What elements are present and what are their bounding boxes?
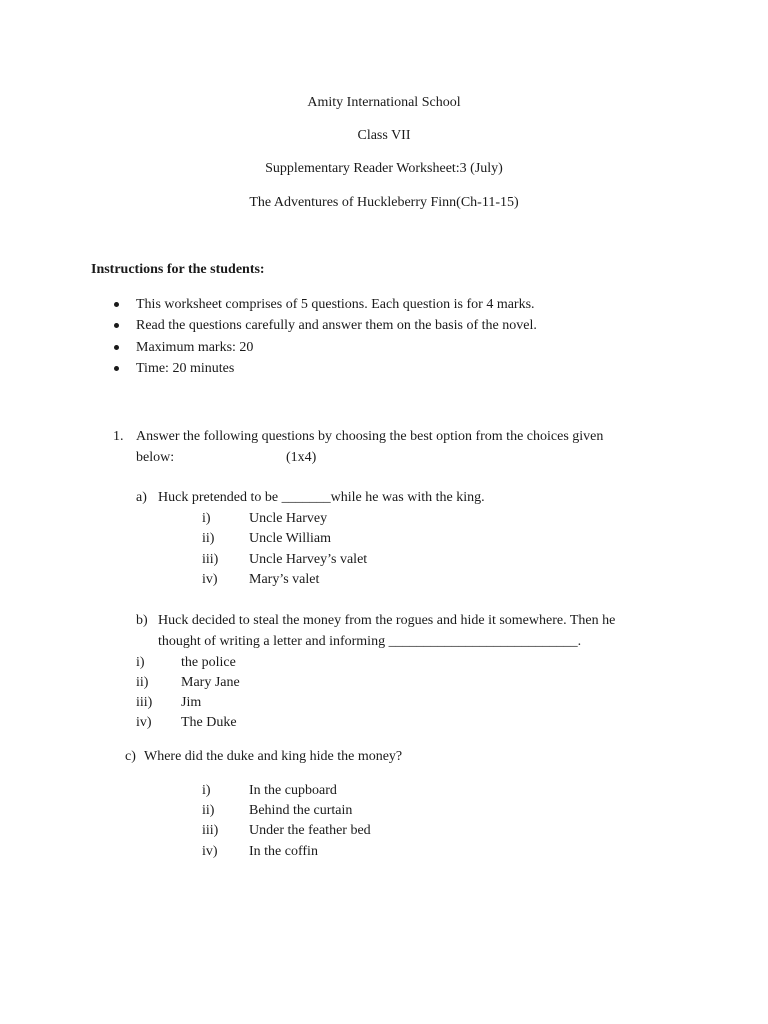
- option-number: ii): [202, 803, 215, 818]
- instructions-heading: Instructions for the students:: [91, 262, 265, 277]
- part-letter: b): [136, 613, 148, 628]
- question-text: Answer the following questions by choosing the best option from the choices given: [136, 429, 604, 444]
- option-text: The Duke: [181, 715, 237, 730]
- school-name: Amity International School: [307, 95, 461, 110]
- bullet-icon: [114, 345, 119, 350]
- option-text: In the cupboard: [249, 783, 337, 798]
- option-number: iv): [202, 844, 218, 859]
- part-letter: c): [125, 749, 136, 764]
- option-number: i): [202, 783, 211, 798]
- option-number: ii): [202, 531, 215, 546]
- part-text: Huck pretended to be _______while he was with the king.: [158, 490, 485, 505]
- instruction-text: Time: 20 minutes: [136, 361, 235, 376]
- option-text: Mary’s valet: [249, 572, 320, 587]
- option-number: iii): [202, 823, 219, 838]
- instruction-text: Maximum marks: 20: [136, 340, 254, 355]
- part-text: Huck decided to steal the money from the rogues and hide it somewhere. Then he: [158, 613, 616, 628]
- option-text: Jim: [181, 695, 202, 710]
- option-number: iii): [136, 695, 153, 710]
- bullet-icon: [114, 366, 119, 371]
- question-number: 1.: [113, 429, 124, 444]
- book-title: The Adventures of Huckleberry Finn(Ch-11-15): [249, 195, 519, 210]
- option-number: i): [202, 511, 211, 526]
- bullet-icon: [114, 302, 119, 307]
- part-letter: a): [136, 490, 147, 505]
- option-number: iii): [202, 552, 219, 567]
- option-text: Uncle Harvey: [249, 511, 328, 526]
- option-text: Behind the curtain: [249, 803, 353, 818]
- option-text: Under the feather bed: [249, 823, 371, 838]
- option-text: Uncle Harvey’s valet: [249, 552, 368, 567]
- option-number: ii): [136, 675, 149, 690]
- question-text-continued: below:: [136, 450, 175, 465]
- instruction-text: This worksheet comprises of 5 questions. Each question is for 4 marks.: [136, 297, 535, 312]
- class-name: Class VII: [357, 128, 411, 143]
- option-text: Mary Jane: [181, 675, 240, 690]
- option-number: i): [136, 655, 145, 670]
- instruction-text: Read the questions carefully and answer them on the basis of the novel.: [136, 318, 537, 333]
- option-number: iv): [202, 572, 218, 587]
- question-marks: (1x4): [286, 450, 317, 465]
- option-number: iv): [136, 715, 152, 730]
- part-text: Where did the duke and king hide the money?: [144, 749, 403, 764]
- part-text-continued: thought of writing a letter and informing ___________________________.: [158, 634, 582, 649]
- bullet-icon: [114, 323, 119, 328]
- option-text: In the coffin: [249, 844, 318, 859]
- worksheet-title: Supplementary Reader Worksheet:3 (July): [265, 161, 503, 176]
- option-text: Uncle William: [249, 531, 331, 546]
- option-text: the police: [181, 655, 236, 670]
